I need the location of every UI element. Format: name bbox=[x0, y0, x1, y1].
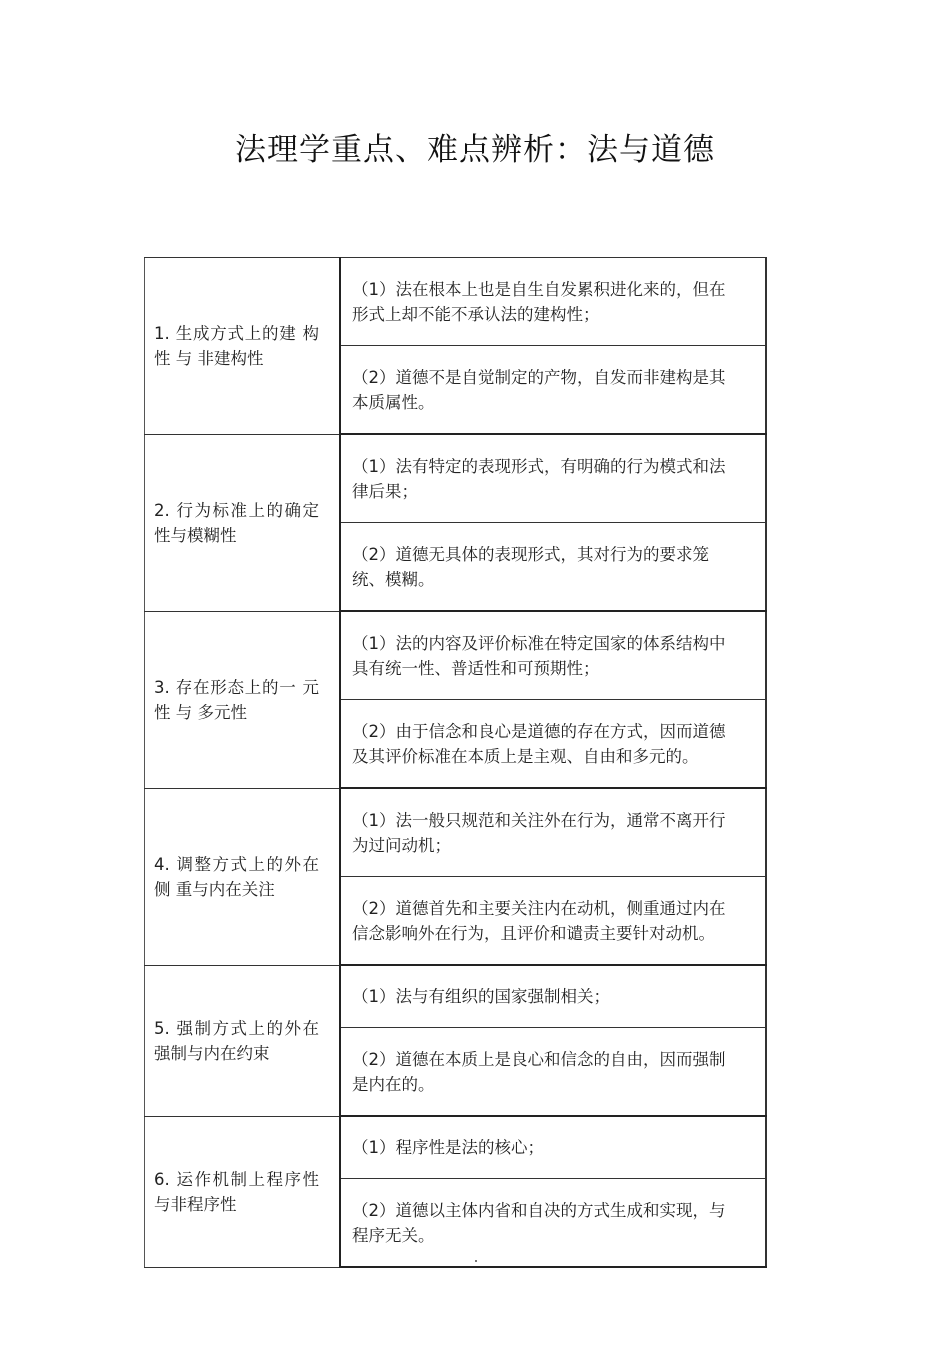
topic-label: 3. 存在形态上的一 元 性 与 多元性 bbox=[154, 677, 319, 722]
table-row bbox=[145, 788, 767, 877]
topic-label: 5. 强制方式上的外在 强制与内在约束 bbox=[154, 1018, 319, 1063]
topic-cell bbox=[145, 434, 341, 611]
point-cell bbox=[340, 1028, 766, 1117]
point-text: （2）道德以主体内省和自决的方式生成和实现，与程序无关。 bbox=[352, 1200, 726, 1245]
point-cell bbox=[340, 611, 766, 700]
page-title: 法理学重点、难点辨析：法与道德 bbox=[235, 132, 715, 168]
topic-cell bbox=[145, 788, 341, 965]
topic-cell bbox=[145, 258, 341, 435]
law-morality-comparison-table bbox=[144, 257, 767, 1268]
point-text: （1）法与有组织的国家强制相关； bbox=[352, 987, 610, 1006]
topic-cell bbox=[145, 611, 341, 788]
point-text: （2）道德不是自觉制定的产物，自发而非建构是其本质属性。 bbox=[352, 367, 726, 412]
topic-cell bbox=[145, 965, 341, 1116]
point-cell bbox=[340, 523, 766, 612]
point-cell bbox=[340, 700, 766, 789]
point-cell bbox=[340, 434, 766, 523]
table-row bbox=[145, 258, 767, 346]
point-cell bbox=[340, 346, 766, 435]
topic-label: 4. 调整方式上的外在 侧 重与内在关注 bbox=[154, 854, 319, 899]
table-row bbox=[145, 611, 767, 700]
table-row bbox=[145, 965, 767, 1028]
point-cell bbox=[340, 1116, 766, 1179]
point-text: （1）法在根本上也是自生自发累积进化来的，但在形式上却不能不承认法的建构性； bbox=[352, 279, 726, 324]
point-text: （2）道德无具体的表现形式，其对行为的要求笼统、模糊。 bbox=[352, 544, 709, 589]
page-marker-dot bbox=[475, 1260, 477, 1262]
topic-label: 2. 行为标准上的确定性与模糊性 bbox=[154, 500, 319, 545]
point-text: （1）法一般只规范和关注外在行为，通常不离开行为过问动机； bbox=[352, 810, 726, 855]
topic-label: 1. 生成方式上的建 构 性 与 非建构性 bbox=[154, 323, 319, 368]
topic-label: 6. 运作机制上程序性与非程序性 bbox=[154, 1169, 319, 1214]
point-cell bbox=[340, 877, 766, 966]
point-text: （1）法有特定的表现形式，有明确的行为模式和法律后果； bbox=[352, 456, 726, 501]
topic-cell bbox=[145, 1116, 341, 1267]
point-text: （1）程序性是法的核心； bbox=[352, 1138, 544, 1157]
point-text: （2）道德在本质上是良心和信念的自由，因而强制是内在的。 bbox=[352, 1049, 726, 1094]
point-text: （2）道德首先和主要关注内在动机，侧重通过内在信念影响外在行为，且评价和谴责主要针对动机。 bbox=[352, 898, 726, 943]
point-cell bbox=[340, 965, 766, 1028]
table-row bbox=[145, 1116, 767, 1179]
point-cell bbox=[340, 788, 766, 877]
point-text: （2）由于信念和良心是道德的存在方式，因而道德及其评价标准在本质上是主观、自由和多元的。 bbox=[352, 721, 726, 766]
point-cell bbox=[340, 1179, 766, 1268]
point-text: （1）法的内容及评价标准在特定国家的体系结构中具有统一性、普适性和可预期性； bbox=[352, 633, 726, 678]
point-cell bbox=[340, 258, 766, 346]
table-row bbox=[145, 434, 767, 523]
